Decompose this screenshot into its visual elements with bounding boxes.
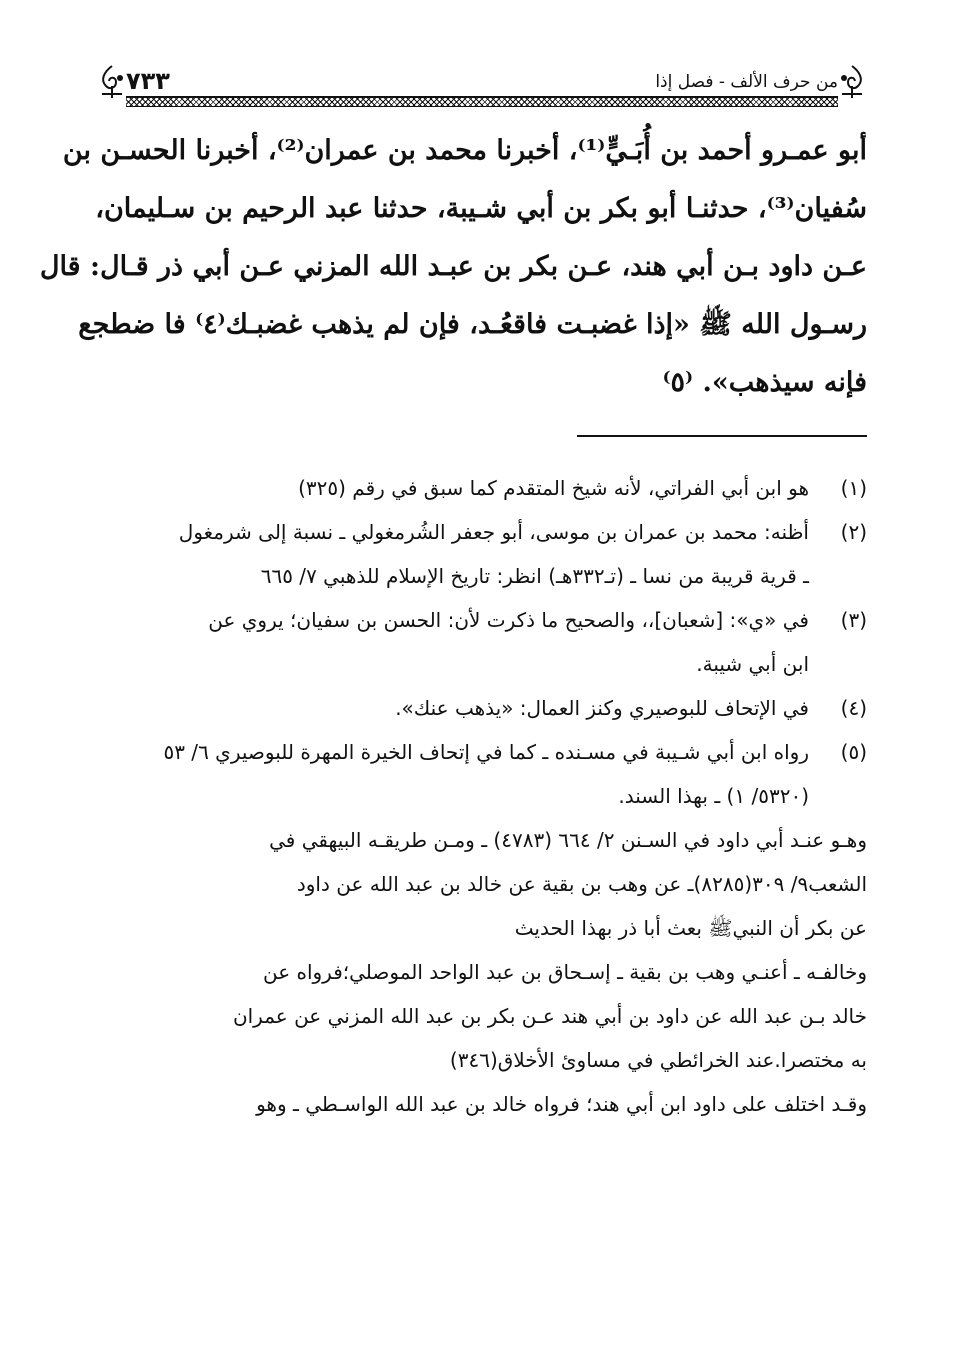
commentary-line: به مختصرا.عند الخرائطي في مساوئ الأخلاق(٣٤٦): [449, 1048, 867, 1072]
hadith-text: [39, 122, 867, 412]
footnote-3: [97, 598, 867, 642]
commentary-line: الشعب٩/ ٣٠٩(٨٢٨٥)ـ عن وهب بن بقية عن خالد بن عبد الله عن داود: [296, 872, 867, 896]
footnote-number: (١): [840, 476, 867, 500]
footnote-text: في «ي»: [شعبان]،، والصحيح ما ذكرت لأن: الحسن بن سفيان؛ يروي عن: [208, 608, 809, 632]
commentary-line: عن بكر أن النبيﷺ بعث أبا ذر بهذا الحديث: [514, 916, 867, 940]
footnote-number: (٢): [840, 520, 867, 544]
footnote-text: (٥٣٢٠/ ١) ـ بهذا السند.: [618, 784, 809, 808]
commentary-line: وخالفـه ـ أعنـي وهب بن بقية ـ إسـحاق بن عبد الواحد الموصلي؛فرواه عن: [262, 960, 867, 984]
footnote-text: في الإتحاف للبوصيري وكنز العمال: «يذهب عنك».: [395, 696, 809, 720]
footnotes: [97, 466, 867, 1126]
commentary-line: وقـد اختلف على داود ابن أبي هند؛ فرواه خالد بن عبد الله الواسـطي ـ وهو: [256, 1092, 867, 1116]
footnote-2: [97, 510, 867, 554]
text-line: أبو عمـرو أحمد بن أُبَـيٍّ⁽¹⁾، أخبرنا محمد بن عمران⁽²⁾، أخبرنا الحسـن بن: [62, 135, 867, 166]
footnote-1: [97, 466, 867, 510]
commentary-line: وهـو عنـد أبي داود في السـنن ٢/ ٦٦٤ (٤٧٨٣) ـ ومـن طريقـه البيهقي في: [269, 828, 867, 852]
footnote-number: (٥): [840, 740, 867, 764]
page-number: ٧٣٣: [126, 67, 170, 95]
page-header: [98, 50, 866, 108]
footnote-4: [97, 686, 867, 730]
text-line: فإنه سيذهب». ⁽٥⁾: [662, 367, 867, 398]
footnote-number: (٤): [840, 696, 867, 720]
commentary-line: خالد بـن عبد الله عن داود بن أبي هند عـن بكر بن عبد الله المزني عن عمران: [232, 1004, 867, 1028]
ornament-icon: [98, 64, 126, 100]
footnote-text: أظنه: محمد بن عمران بن موسى، أبو جعفر الشُرمغولي ـ نسبة إلى شرمغول: [178, 520, 809, 544]
footnote-text: رواه ابن أبي شـيبة في مسـنده ـ كما في إتحاف الخيرة المهرة للبوصيري ٦/ ٥٣: [163, 740, 809, 764]
footnote-text: ـ قرية قريبة من نسا ـ (تـ٣٣٢هـ) انظر: تاريخ الإسلام للذهبي ٧/ ٦٦٥: [260, 564, 809, 588]
footnote-text: هو ابن أبي الفراتي، لأنه شيخ المتقدم كما سبق في رقم (٣٢٥): [298, 476, 809, 500]
header-rule: [126, 96, 838, 107]
ornament-icon: [838, 64, 866, 100]
footnote-number: (٣): [840, 608, 867, 632]
footnote-text: ابن أبي شيبة.: [696, 652, 809, 676]
text-line: سُفيان⁽³⁾، حدثنـا أبو بكر بن أبي شـيبة، حدثنا عبد الرحيم بن سـليمان،: [95, 193, 867, 224]
footnote-separator: [577, 435, 867, 437]
running-title: من حرف الألف - فصل إذا: [655, 72, 838, 92]
text-line: رسـول الله ﷺ «إذا غضبـت فاقعُـد، فإن لم يذهب غضبـك⁽٤⁾ فا ضطجع: [78, 309, 867, 340]
footnote-5: [97, 730, 867, 774]
text-line: عـن داود بـن أبي هند، عـن بكر بن عبـد الله المزني عـن أبي ذر قـال: قال: [39, 251, 867, 282]
